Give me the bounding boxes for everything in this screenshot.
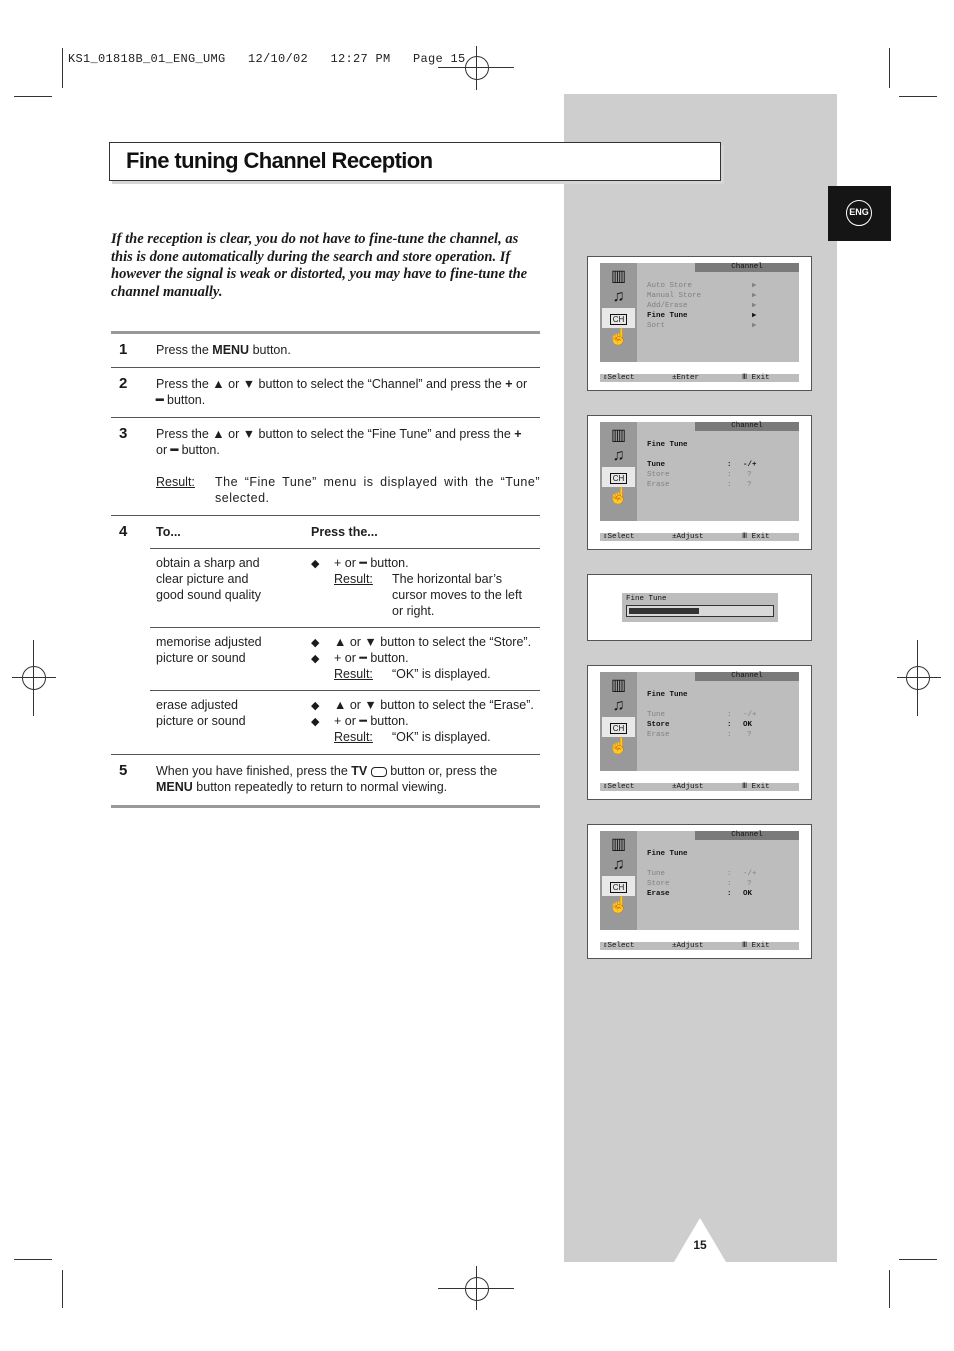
divider [150, 627, 540, 628]
table-bottom-rule [111, 805, 540, 808]
osd-sep: : [727, 880, 732, 888]
page-number: 15 [693, 1238, 707, 1252]
table-row-result: “OK” is displayed. [392, 667, 491, 681]
step-2-text: Press the ▲ or ▼ button to select the “Channel” and press the + or ━ button. [156, 377, 528, 407]
osd-item: Tune [647, 711, 666, 719]
result-label: Result: [334, 572, 373, 586]
osd-item-arrow: ▶ [752, 312, 757, 320]
bullet-icon: ◆ [311, 700, 320, 712]
divider [111, 515, 540, 516]
osd-subtitle: Fine Tune [647, 691, 688, 699]
step-number: 5 [119, 762, 128, 779]
osd-icon-column [600, 831, 637, 930]
osd-value: ? [747, 731, 752, 739]
osd-subtitle: Fine Tune [647, 441, 688, 449]
crop-mark-tl-v [62, 48, 63, 88]
channel-icon: CH [602, 467, 635, 487]
osd-item: Store [647, 471, 670, 479]
osd-item: Auto Store [647, 282, 693, 290]
step-3-text: Press the ▲ or ▼ button to select the “Fine Tune” and press the + or ━ button. [156, 427, 522, 457]
osd-item-arrow: ▶ [752, 292, 757, 300]
step-3-result: The “Fine Tune” menu is displayed with the “Tune” selected. [215, 475, 540, 505]
fine-tune-bar-fill [629, 608, 699, 614]
divider [111, 417, 540, 418]
crop-mark-br-h [899, 1259, 937, 1260]
channel-icon: CH [602, 308, 635, 328]
osd-header: Channel [695, 672, 799, 681]
crop-mark-bl-h [14, 1259, 52, 1260]
osd-item: Add/Erase [647, 302, 688, 310]
intro-paragraph: If the reception is clear, you do not have to fine-tune the channel, as this is done automatically during the search and store operation. If however the signal is weak or distorted, you may have to fine-tune the channel manually. [111, 231, 528, 300]
picture-icon: ▥ [610, 677, 627, 694]
channel-icon: CH [602, 876, 635, 896]
osd-value: OK [743, 721, 753, 729]
osd-screen-fine-tune-tune [587, 415, 812, 550]
osd-icon-column [600, 672, 637, 771]
osd-item: Sort [647, 322, 666, 330]
table-row-to: erase adjusted picture or sound [156, 698, 246, 728]
bullet-icon: ◆ [311, 637, 320, 649]
osd-item: Fine Tune [647, 312, 688, 320]
picture-icon: ▥ [610, 836, 627, 853]
result-label: Result: [156, 475, 195, 489]
setup-hand-icon: ☝ [608, 738, 629, 755]
result-label: Result: [334, 730, 373, 744]
crop-mark-tl-h [14, 96, 52, 97]
osd-item: Tune [647, 461, 666, 469]
table-row-press: + or ━ button. [334, 651, 409, 665]
step-number: 3 [119, 425, 128, 442]
step-number: 2 [119, 375, 128, 392]
result-label: Result: [334, 667, 373, 681]
page-title: Fine tuning Channel Reception [126, 148, 433, 173]
step-5-text: When you have finished, press the TV button or, press the MENU button repeatedly to return to normal viewing. [156, 764, 498, 794]
osd-sep: : [727, 731, 732, 739]
bullet-icon: ◆ [311, 716, 320, 728]
setup-hand-icon: ☝ [608, 329, 629, 346]
column-header-to: To... [156, 525, 181, 539]
picture-icon: ▥ [610, 268, 627, 285]
table-row-to: memorise adjusted picture or sound [156, 635, 262, 665]
step-1-text: Press the MENU button. [156, 343, 291, 357]
sound-icon: ♫ [612, 288, 625, 305]
channel-icon: CH [602, 717, 635, 737]
column-header-press: Press the... [311, 525, 378, 539]
step-number: 4 [119, 523, 128, 540]
osd-sep: : [727, 890, 732, 898]
osd-footer: ⇕Select ±Enter Ⅲ Exit [600, 374, 799, 382]
osd-screen-fine-tune-erase [587, 824, 812, 959]
osd-value: -/+ [743, 711, 757, 719]
table-row-press: + or ━ button. [334, 714, 409, 728]
osd-item: Erase [647, 890, 670, 898]
osd-item: Erase [647, 731, 670, 739]
osd-sep: : [727, 870, 732, 878]
divider [111, 367, 540, 368]
osd-sep: : [727, 721, 732, 729]
osd-value: ? [747, 481, 752, 489]
osd-sep: : [727, 471, 732, 479]
osd-item-arrow: ▶ [752, 282, 757, 290]
crop-mark-tr-v [889, 48, 890, 88]
tv-button-icon [371, 767, 387, 777]
table-row-press: ▲ or ▼ button to select the “Store”. [334, 635, 532, 649]
osd-screen-fine-tune-bar [587, 574, 812, 641]
sound-icon: ♫ [612, 856, 625, 873]
divider [111, 754, 540, 755]
osd-icon-column [600, 422, 637, 521]
crop-mark-tr-h [899, 96, 937, 97]
osd-item: Store [647, 880, 670, 888]
table-row-press: ▲ or ▼ button to select the “Erase”. [334, 698, 534, 712]
osd-sep: : [727, 711, 732, 719]
osd-value: -/+ [743, 461, 757, 469]
osd-footer: ⇕Select ±Adjust Ⅲ Exit [600, 942, 799, 950]
osd-screen-fine-tune-store [587, 665, 812, 800]
osd-value: -/+ [743, 870, 757, 878]
osd-item: Tune [647, 870, 666, 878]
sound-icon: ♫ [612, 697, 625, 714]
osd-footer: ⇕Select ±Adjust Ⅲ Exit [600, 533, 799, 541]
osd-sep: : [727, 461, 732, 469]
title-box [109, 142, 721, 181]
osd-subtitle: Fine Tune [647, 850, 688, 858]
fine-tune-bar-track [626, 605, 774, 617]
language-tab [828, 186, 891, 241]
osd-item: Erase [647, 481, 670, 489]
crop-mark-bl-v [62, 1270, 63, 1308]
osd-item: Manual Store [647, 292, 702, 300]
table-row-press: + or ━ button. [334, 556, 409, 570]
crop-mark-br-v [889, 1270, 890, 1308]
table-row-result: “OK” is displayed. [392, 730, 491, 744]
setup-hand-icon: ☝ [608, 488, 629, 505]
osd-footer: ⇕Select ±Adjust Ⅲ Exit [600, 783, 799, 791]
table-row-result: The horizontal bar’s cursor moves to the left or right. [392, 572, 522, 618]
print-slug: KS1_01818B_01_ENG_UMG 12/10/02 12:27 PM Page 15 [68, 52, 466, 66]
picture-icon: ▥ [610, 427, 627, 444]
fine-tune-panel [622, 593, 778, 622]
osd-item: Store [647, 721, 670, 729]
osd-header: Channel [695, 263, 799, 272]
language-badge: ENG [846, 200, 872, 226]
osd-header: Channel [695, 422, 799, 431]
osd-header: Channel [695, 831, 799, 840]
step-number: 1 [119, 341, 128, 358]
osd-value: OK [743, 890, 753, 898]
osd-value: ? [747, 471, 752, 479]
bullet-icon: ◆ [311, 653, 320, 665]
osd-item-arrow: ▶ [752, 322, 757, 330]
divider [150, 690, 540, 691]
table-top-rule [111, 331, 540, 334]
osd-sep: : [727, 481, 732, 489]
osd-value: ? [747, 880, 752, 888]
bullet-icon: ◆ [311, 558, 320, 570]
table-row-to: obtain a sharp and clear picture and good sound quality [156, 556, 261, 602]
osd-item-arrow: ▶ [752, 302, 757, 310]
fine-tune-label: Fine Tune [626, 595, 667, 603]
setup-hand-icon: ☝ [608, 897, 629, 914]
osd-icon-column [600, 263, 637, 362]
divider [150, 548, 540, 549]
sound-icon: ♫ [612, 447, 625, 464]
osd-screen-channel-menu [587, 256, 812, 391]
